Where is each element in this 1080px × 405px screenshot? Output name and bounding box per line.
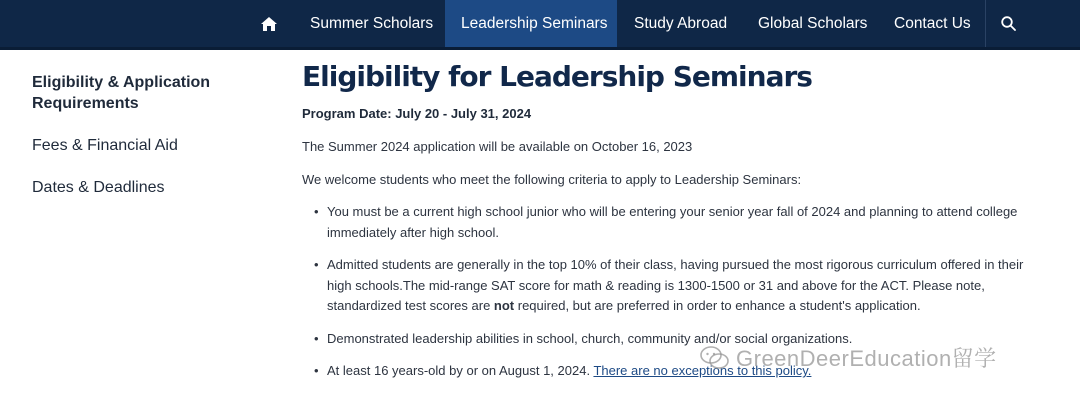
watermark (700, 342, 997, 373)
sidebar-item-dates[interactable]: Dates & Deadlines (32, 179, 165, 196)
availability-text: The Summer 2024 application will be available on October 16, 2023 (302, 139, 693, 154)
criteria-text: You must be a current high school junior who will be entering your senior year fall of 2024 and planning to attend college immediately after high school. (327, 204, 1018, 240)
program-date: Program Date: July 20 - July 31, 2024 (302, 106, 532, 121)
sidebar-item-fees[interactable]: Fees & Financial Aid (32, 137, 178, 154)
search-button[interactable] (985, 0, 1030, 47)
watermark-text: GreenDeerEducation留学 (736, 346, 997, 371)
exceptions-policy-link[interactable]: There are no exceptions to this policy. (593, 363, 812, 378)
nav-global-scholars[interactable]: Global Scholars (758, 14, 868, 32)
nav-study-abroad[interactable]: Study Abroad (634, 14, 728, 32)
wechat-logo-icon (700, 345, 730, 371)
criteria-text: Demonstrated leadership abilities in school, church, community and/or social organizations. (327, 331, 853, 346)
sidebar-item-eligibility[interactable]: Eligibility & Application Requirements (32, 74, 211, 112)
intro-text: We welcome students who meet the following criteria to apply to Leadership Seminars: (302, 172, 802, 187)
criteria-text-part: Admitted students are generally in the top 10% of their class, having pursued the most rigorous curriculum offered in their high schools.The mid-range SAT score for math & reading is 1300-1500 or 31 and above for the ACT. Please note, standardized test scores are (327, 257, 1024, 313)
search-icon (1001, 16, 1016, 31)
emphasis-not: not (493, 298, 515, 313)
top-navigation (0, 0, 1080, 50)
page-title: Eligibility for Leadership Seminars (302, 60, 812, 93)
criteria-text-part: At least 16 years-old by or on August 1, 2024. (327, 363, 594, 378)
nav-leadership-seminars[interactable]: Leadership Seminars (445, 0, 617, 47)
nav-contact-us[interactable]: Contact Us (894, 14, 971, 32)
criteria-text-part: required, but are preferred in order to enhance a student's application. (514, 298, 921, 313)
bullet-dot: • (314, 331, 319, 346)
bullet-dot: • (314, 257, 319, 272)
criteria-text (327, 255, 1042, 317)
home-icon (261, 17, 277, 31)
bullet-dot: • (314, 204, 319, 219)
nav-summer-scholars[interactable]: Summer Scholars (310, 14, 434, 32)
home-button[interactable] (252, 0, 286, 47)
bullet-dot: • (314, 363, 319, 378)
